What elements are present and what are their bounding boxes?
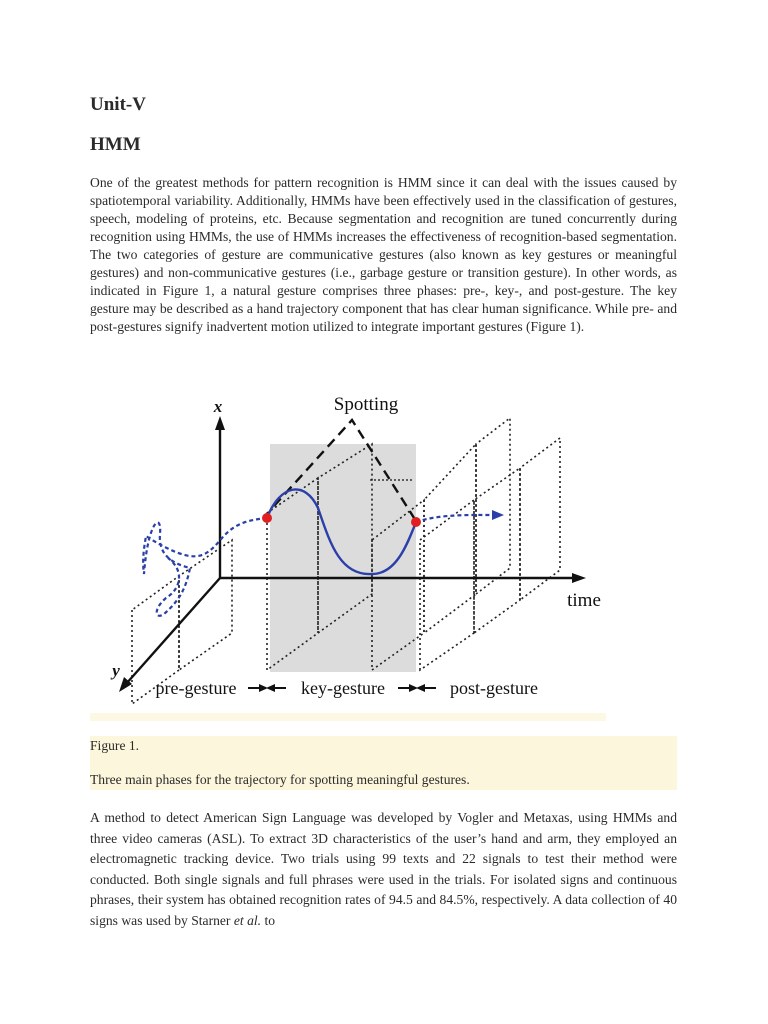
paragraph-2-tail: to — [261, 912, 276, 928]
figure-bottom-strip — [90, 713, 606, 721]
caption-label: Figure 1. — [90, 738, 140, 753]
x-axis-arrowhead — [215, 416, 225, 430]
y-axis-line — [126, 578, 220, 684]
unit-title: Unit-V — [90, 94, 146, 115]
time-axis-arrowhead — [572, 573, 586, 583]
gesture-phases-diagram — [90, 388, 610, 713]
paragraph-2 — [90, 808, 677, 931]
paragraph-2-emphasis: et al. — [233, 912, 262, 928]
trajectory-arrowhead — [492, 510, 504, 520]
key-gesture-region — [270, 444, 416, 672]
figure-caption — [90, 736, 677, 790]
section-title: HMM — [90, 134, 141, 155]
phase-key-label: key-gesture — [301, 678, 385, 698]
x-axis-label: x — [213, 397, 223, 416]
phase-separator-right — [398, 684, 436, 692]
phase-separator-left — [248, 684, 286, 692]
time-axis-label: time — [567, 590, 601, 611]
post-gesture-trajectory — [416, 515, 494, 522]
paragraph-2-text: A method to detect American Sign Language was developed by Vogler and Metaxas, using HMMs and three video cameras (ASL). To extract 3D characteristics of the user’s hand and arm, they employed an electromagnetic tracking device. Two trials using 99 texts and 22 signals to test their method were conducted. Both single signals and full phrases were used in the trials. For isolated signs and continuous phrases, their system has obtained recognition rates of 94.5 and 84.5%, respectively. A data collection of 40 signs was used by Starner — [90, 810, 677, 928]
figure-1 — [90, 388, 610, 713]
caption-text: Three main phases for the trajectory for spotting meaningful gestures. — [90, 772, 470, 787]
key-end-marker — [411, 517, 421, 527]
phase-pre-label: pre-gesture — [155, 678, 237, 698]
pre-gesture-trajectory — [143, 518, 267, 616]
y-axis-label: y — [112, 661, 120, 680]
paragraph-1: One of the greatest methods for pattern recognition is HMM since it can deal with the issues caused by spatiotemporal variability. Additionally, HMMs have been effectively used in the classification of gestures, speech, modeling of proteins, etc. Because segmentation and recognition are tuned concurrently during recognition using HMMs, the use of HMMs increases the effectiveness of recognition-based segmentation. The two categories of gesture are communicative gestures (also known as key gestures or meaningful gestures) and non-communicative gestures (i.e., garbage gesture or transition gesture). In other words, as indicated in Figure 1, a natural gesture comprises three phases: pre-, key-, and post-gesture. The key gesture may be described as a hand trajectory component that has clear human significance. While pre- and post-gestures signify inadvertent motion utilized to integrate important gestures (Figure 1). — [90, 175, 677, 334]
key-start-marker — [262, 513, 272, 523]
phase-post-label: post-gesture — [450, 678, 538, 698]
spotting-label: Spotting — [333, 394, 399, 415]
